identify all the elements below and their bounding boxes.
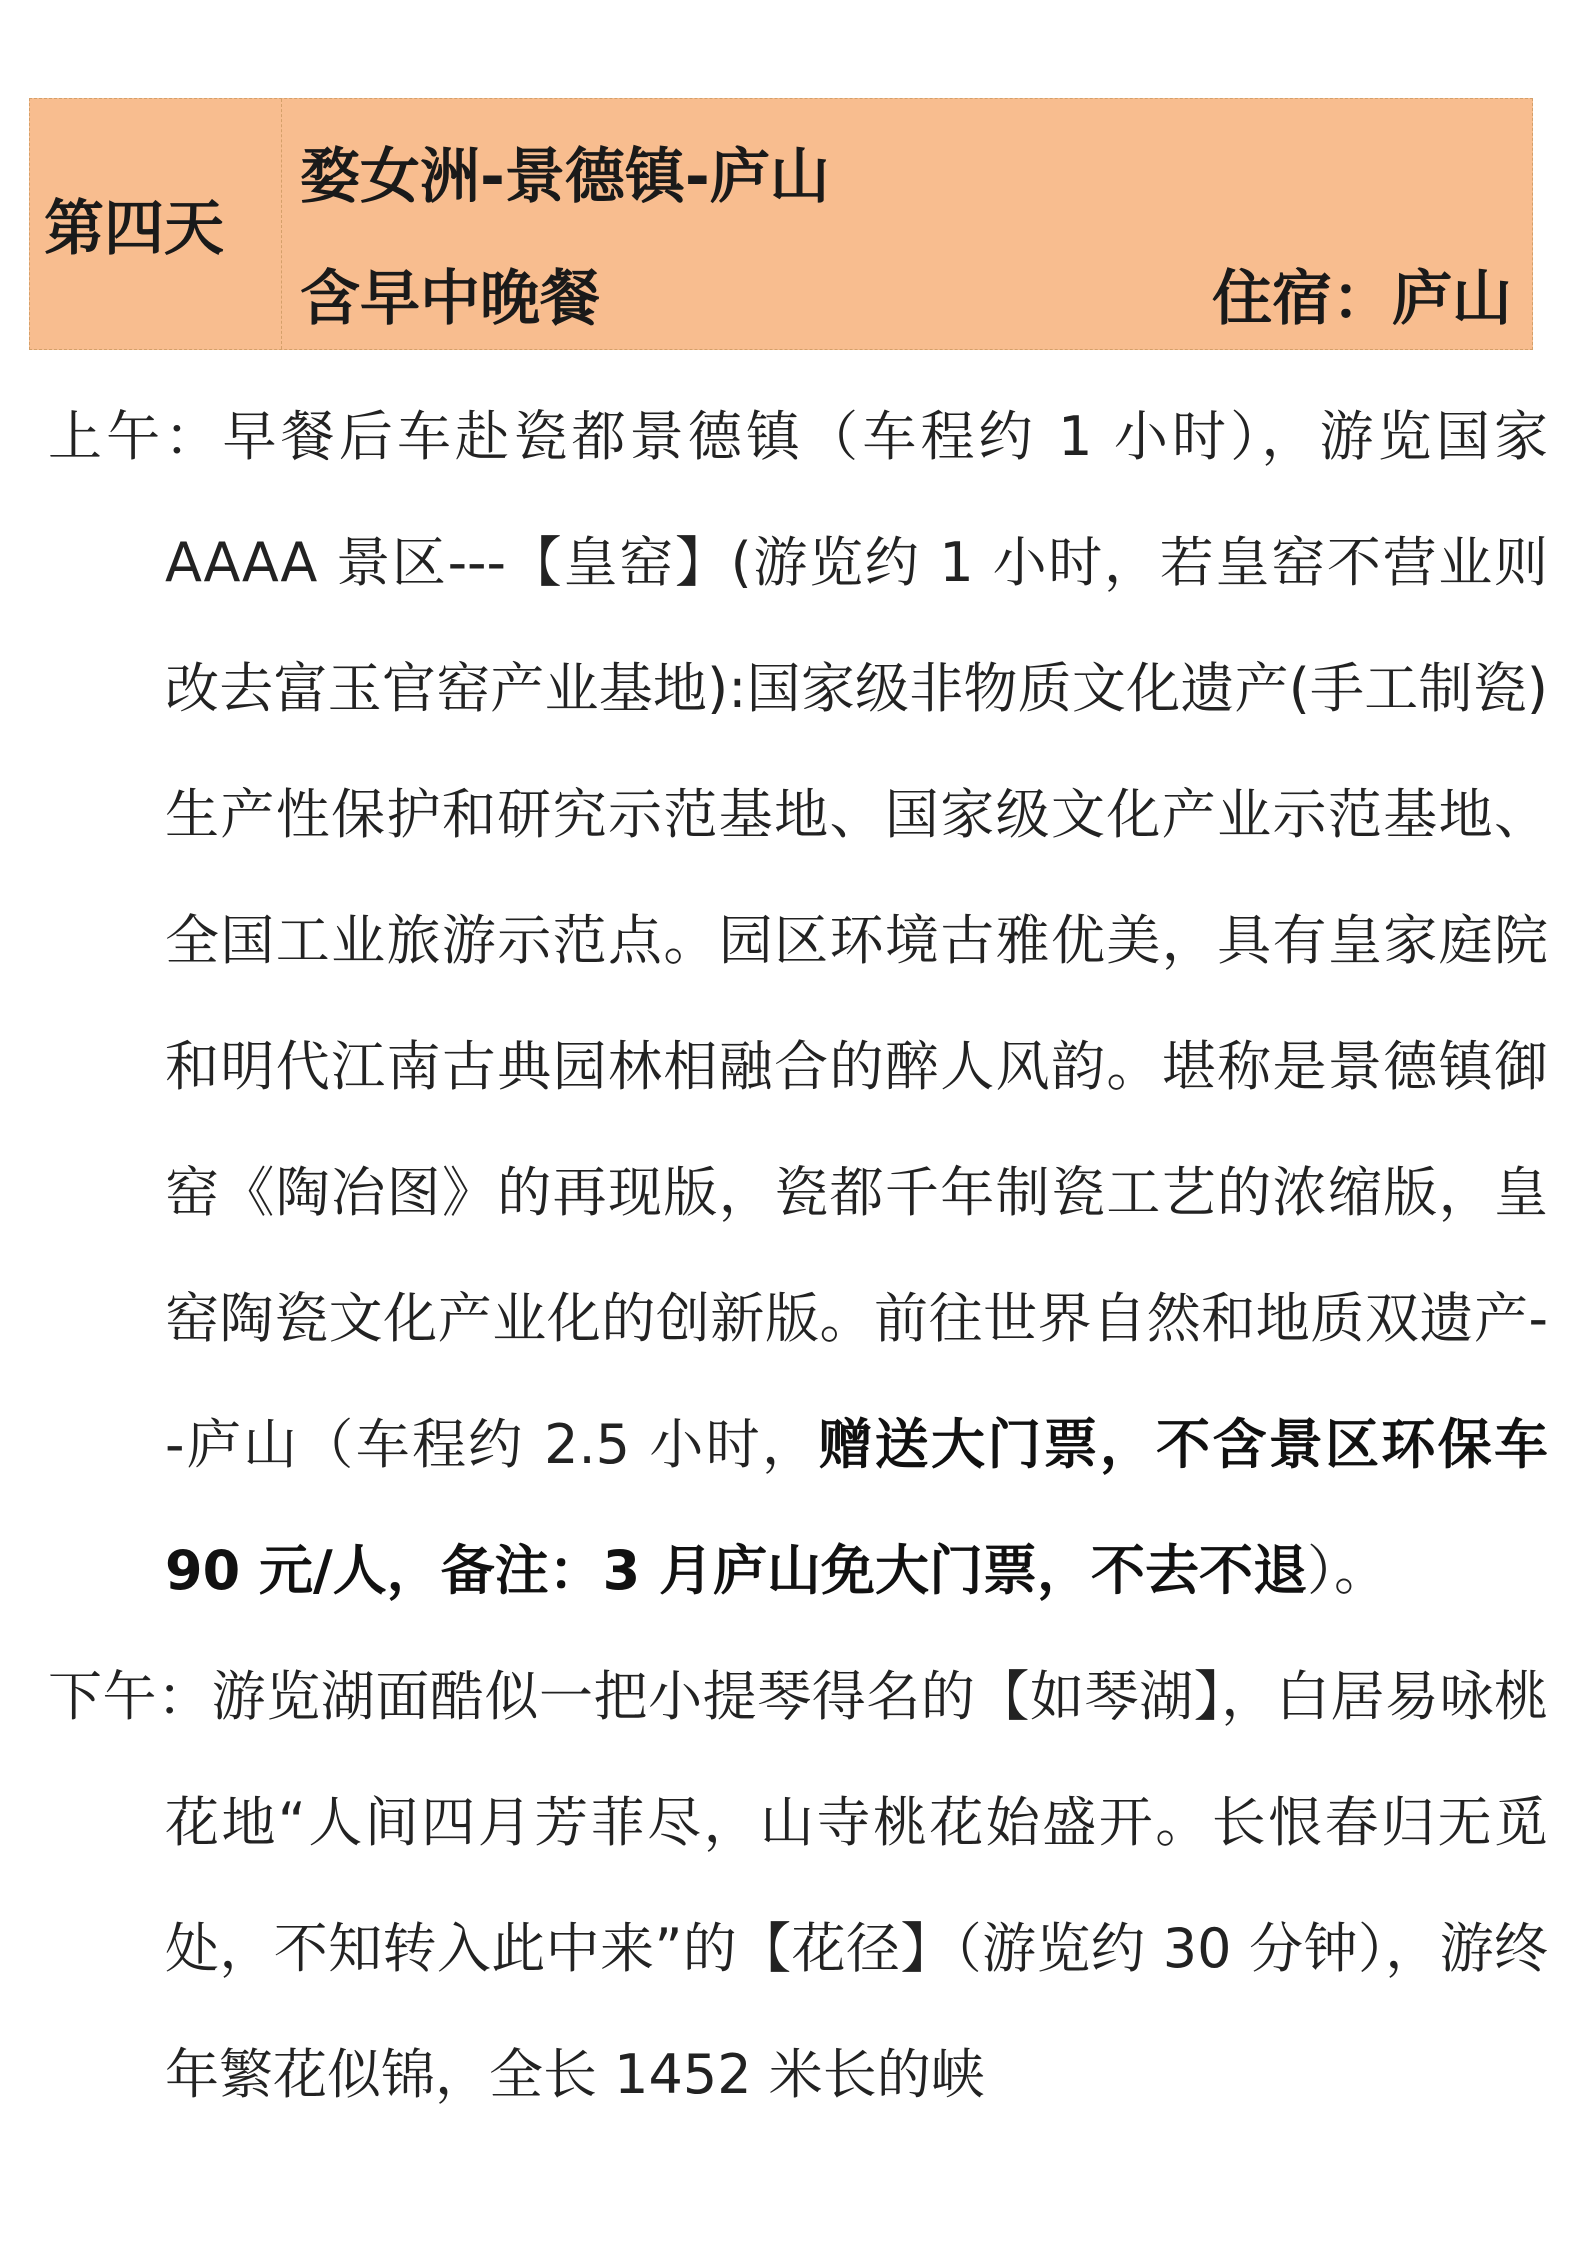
- afternoon-text: 游览湖面酷似一把小提琴得名的【如琴湖】，白居易咏桃花地“人间四月芳菲尽，山寺桃花始盛开。长恨春归无觅处，不知转入此中来”的【花径】（游览约 30 分钟），游终年繁花似锦，全长 1452 米长的峡: [165, 1665, 1549, 2106]
- day-header: [29, 98, 1533, 350]
- morning-ticket-note: 赠送大门票，不含景区环保车 90 元/人，备注：3 月庐山免大门票，不去不退: [165, 1413, 1548, 1602]
- morning-label: 上午：: [48, 405, 223, 468]
- morning-paragraph: [48, 374, 1548, 1634]
- lodging-info: 住宿：庐山: [1212, 264, 1512, 334]
- morning-text: 早餐后车赴瓷都景德镇（车程约 1 小时），游览国家 AAAA 景区---【皇窑】(游览约 1 小时，若皇窑不营业则改去富玉官窑产业基地):国家级非物质文化遗产(手工制瓷)生产性保护和研究示范基地、国家级文化产业示范基地、全国工业旅游示范点。园区环境古雅优美，具有皇家庭院和明代江南古典园林相融合的醉人风韵。堪称是景德镇御窑《陶冶图》的再现版，瓷都千年制瓷工艺的浓缩版，皇窑陶瓷文化产业化的创新版。前往世界自然和地质双遗产--庐山（车程约 2.5 小时，: [165, 405, 1548, 1476]
- itinerary: [48, 374, 1548, 2138]
- day-info: [282, 99, 1532, 349]
- afternoon-label: 下午：: [48, 1665, 212, 1728]
- afternoon-paragraph: [48, 1634, 1548, 2138]
- day-label-text: 第四天: [44, 194, 224, 264]
- day-label: [30, 99, 282, 349]
- meals-info: 含早中晚餐: [300, 264, 600, 334]
- route-title: 婺女洲-景德镇-庐山: [300, 142, 830, 212]
- morning-text-end: ）。: [1307, 1539, 1389, 1602]
